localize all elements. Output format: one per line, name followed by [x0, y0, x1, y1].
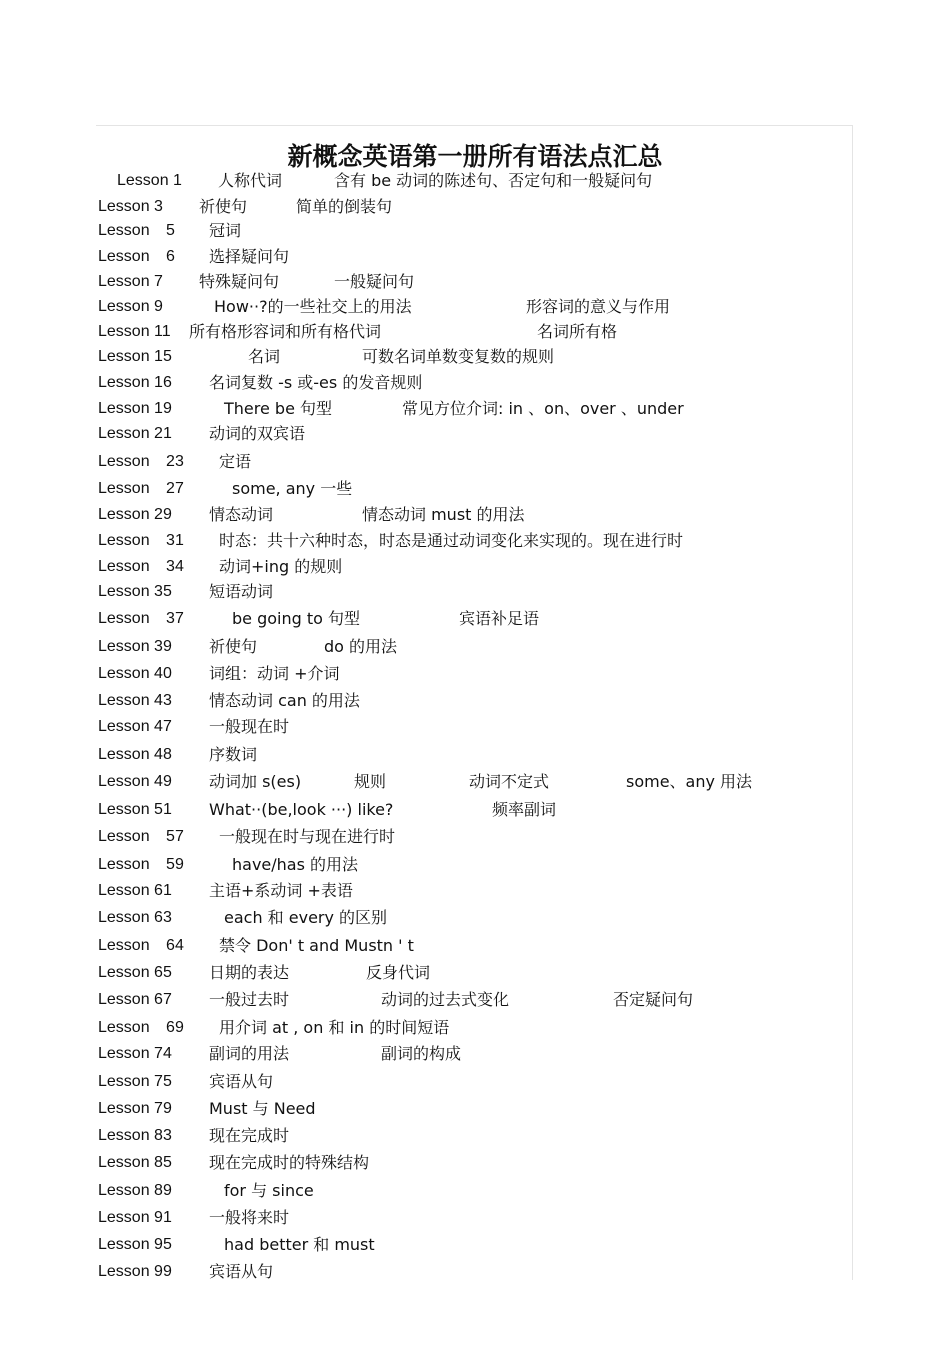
- lesson-row: [0, 607, 950, 631]
- lesson-label: Lesson 16: [98, 374, 172, 391]
- grammar-point: 情态动词: [209, 505, 274, 524]
- lesson-label: Lesson 65: [98, 964, 172, 981]
- lesson-label: Lesson 89: [98, 1182, 172, 1199]
- grammar-point: 规则: [354, 772, 387, 791]
- lesson-label: Lesson 79: [98, 1100, 172, 1117]
- lesson-row: [0, 503, 950, 527]
- grammar-point: 宾语从句: [209, 1072, 274, 1091]
- grammar-point: 祈使句: [209, 637, 258, 656]
- lesson-row: [0, 853, 950, 877]
- lesson-row: [0, 961, 950, 985]
- lesson-label: Lesson 37: [98, 610, 184, 627]
- grammar-point: 名词复数 -s 或-es 的发音规则: [209, 373, 423, 392]
- grammar-point: 情态动词 can 的用法: [209, 691, 360, 710]
- grammar-point: 形容词的意义与作用: [526, 297, 671, 316]
- lesson-row: [0, 1124, 950, 1148]
- grammar-point: 动词的双宾语: [209, 424, 306, 443]
- lesson-label: Lesson 83: [98, 1127, 172, 1144]
- grammar-point: 日期的表达: [209, 963, 290, 982]
- lesson-label: Lesson 64: [98, 937, 184, 954]
- lesson-row: [0, 295, 950, 319]
- grammar-point: 副词的构成: [381, 1044, 462, 1063]
- lesson-label: Lesson 99: [98, 1263, 172, 1280]
- lesson-row: [0, 1233, 950, 1257]
- grammar-point: 特殊疑问句: [199, 272, 280, 291]
- lesson-label: Lesson 57: [98, 828, 184, 845]
- lesson-label: Lesson 7: [98, 273, 163, 290]
- lesson-row: [0, 245, 950, 269]
- lesson-row: [0, 689, 950, 713]
- lesson-label: Lesson 43: [98, 692, 172, 709]
- grammar-point: 现在完成时: [209, 1126, 290, 1145]
- lesson-row: [0, 798, 950, 822]
- lesson-row: [0, 906, 950, 930]
- lesson-label: Lesson 27: [98, 480, 184, 497]
- grammar-point: some、any 用法: [626, 772, 753, 791]
- lesson-label: Lesson 40: [98, 665, 172, 682]
- lesson-row: [0, 555, 950, 579]
- grammar-point: 所有格形容词和所有格代词: [189, 322, 382, 341]
- grammar-point: 动词的过去式变化: [381, 990, 510, 1009]
- lesson-row: [0, 371, 950, 395]
- lesson-row: [0, 635, 950, 659]
- lesson-label: Lesson 1: [117, 172, 182, 189]
- lesson-row: [0, 529, 950, 553]
- grammar-point: 选择疑问句: [209, 247, 290, 266]
- grammar-point: How··?的一些社交上的用法: [214, 297, 412, 316]
- lesson-label: Lesson 34: [98, 558, 184, 575]
- grammar-point: 主语+系动词 +表语: [209, 881, 353, 900]
- grammar-point: 定语: [219, 452, 252, 471]
- lesson-row: [0, 422, 950, 446]
- grammar-point: have/has 的用法: [232, 855, 359, 874]
- lesson-label: Lesson 63: [98, 909, 172, 926]
- lesson-label: Lesson 61: [98, 882, 172, 899]
- grammar-point: 动词加 s(es): [209, 772, 302, 791]
- grammar-point: each 和 every 的区别: [224, 908, 388, 927]
- lesson-row: [0, 1042, 950, 1066]
- lesson-label: Lesson 69: [98, 1019, 184, 1036]
- lesson-row: [0, 715, 950, 739]
- lesson-row: [0, 219, 950, 243]
- lesson-label: Lesson 15: [98, 348, 172, 365]
- grammar-point: 一般过去时: [209, 990, 290, 1009]
- lesson-label: Lesson 11: [98, 323, 171, 340]
- lesson-row: [0, 477, 950, 501]
- grammar-point: 现在完成时的特殊结构: [209, 1153, 370, 1172]
- lesson-label: Lesson 35: [98, 583, 172, 600]
- grammar-point: 反身代词: [366, 963, 431, 982]
- lesson-label: Lesson 49: [98, 773, 172, 790]
- grammar-point: 情态动词 must 的用法: [362, 505, 525, 524]
- grammar-point: 副词的用法: [209, 1044, 290, 1063]
- grammar-point: 时态：共十六种时态，时态是通过动词变化来实现的。现在进行时: [219, 531, 684, 550]
- lesson-row: [0, 934, 950, 958]
- grammar-point: 一般现在时: [209, 717, 290, 736]
- lesson-label: Lesson 9: [98, 298, 163, 315]
- grammar-point: 宾语从句: [209, 1262, 274, 1281]
- lesson-row: [0, 320, 950, 344]
- lesson-label: Lesson 19: [98, 400, 172, 417]
- lesson-row: [0, 1260, 950, 1284]
- lesson-label: Lesson 74: [98, 1045, 172, 1062]
- lesson-row: [0, 195, 950, 219]
- lesson-row: [0, 1179, 950, 1203]
- lesson-row: [0, 450, 950, 474]
- grammar-point: some, any 一些: [232, 479, 353, 498]
- grammar-point: 动词+ing 的规则: [219, 557, 343, 576]
- grammar-point: 频率副词: [492, 800, 557, 819]
- lesson-label: Lesson 67: [98, 991, 172, 1008]
- lesson-label: Lesson 5: [98, 222, 175, 239]
- lesson-label: Lesson 3: [98, 198, 163, 215]
- grammar-point: 简单的倒装句: [296, 197, 393, 216]
- page-title: 新概念英语第一册所有语法点汇总: [287, 141, 663, 171]
- grammar-point: 可数名词单数变复数的规则: [362, 347, 555, 366]
- grammar-point: 一般将来时: [209, 1208, 290, 1227]
- lesson-row: [0, 1151, 950, 1175]
- grammar-point: 冠词: [209, 221, 242, 240]
- grammar-point: 名词所有格: [537, 322, 618, 341]
- grammar-point: 短语动词: [209, 582, 274, 601]
- lesson-row: [0, 825, 950, 849]
- grammar-point: 词组：动词 +介词: [209, 664, 340, 683]
- lesson-label: Lesson 59: [98, 856, 184, 873]
- grammar-point: be going to 句型: [232, 609, 361, 628]
- lesson-row: [0, 770, 950, 794]
- lesson-label: Lesson 31: [98, 532, 184, 549]
- lesson-row: [0, 743, 950, 767]
- grammar-point: do 的用法: [324, 637, 398, 656]
- lesson-row: [0, 1097, 950, 1121]
- grammar-point: 宾语补足语: [459, 609, 540, 628]
- lesson-label: Lesson 23: [98, 453, 184, 470]
- lesson-label: Lesson 21: [98, 425, 172, 442]
- lesson-label: Lesson 51: [98, 801, 172, 818]
- grammar-point: 名词: [248, 347, 281, 366]
- lesson-label: Lesson 48: [98, 746, 172, 763]
- grammar-point: Must 与 Need: [209, 1099, 316, 1118]
- lesson-row: [0, 1016, 950, 1040]
- lesson-row: [0, 879, 950, 903]
- lesson-row: [0, 1206, 950, 1230]
- lesson-row: [0, 662, 950, 686]
- grammar-point: 一般现在时与现在进行时: [219, 827, 396, 846]
- grammar-point: for 与 since: [224, 1181, 314, 1200]
- grammar-point: 用介词 at , on 和 in 的时间短语: [219, 1018, 450, 1037]
- grammar-point: 祈使句: [199, 197, 248, 216]
- lesson-row: [0, 1070, 950, 1094]
- grammar-point: 常见方位介词: in 、on、over 、under: [402, 399, 684, 418]
- lesson-label: Lesson 6: [98, 248, 175, 265]
- lesson-row: [0, 270, 950, 294]
- grammar-point: 序数词: [209, 745, 258, 764]
- grammar-point: 一般疑问句: [334, 272, 415, 291]
- lesson-label: Lesson 47: [98, 718, 172, 735]
- lesson-label: Lesson 91: [98, 1209, 172, 1226]
- lesson-label: Lesson 85: [98, 1154, 172, 1171]
- lesson-label: Lesson 39: [98, 638, 172, 655]
- grammar-point: What··(be,look ···) like?: [209, 800, 394, 819]
- grammar-point: 人称代词: [218, 171, 283, 190]
- lesson-row: [0, 397, 950, 421]
- grammar-point: 含有 be 动词的陈述句、否定句和一般疑问句: [334, 171, 653, 190]
- grammar-point: 禁令 Don' t and Mustn ' t: [219, 936, 414, 955]
- grammar-point: 否定疑问句: [613, 990, 694, 1009]
- lesson-row: [0, 988, 950, 1012]
- lesson-label: Lesson 75: [98, 1073, 172, 1090]
- lesson-label: Lesson 95: [98, 1236, 172, 1253]
- grammar-point: had better 和 must: [224, 1235, 375, 1254]
- lesson-row: [0, 169, 950, 193]
- grammar-point: 动词不定式: [469, 772, 550, 791]
- lesson-label: Lesson 29: [98, 506, 172, 523]
- lesson-row: [0, 580, 950, 604]
- lesson-row: [0, 345, 950, 369]
- grammar-point: There be 句型: [224, 399, 333, 418]
